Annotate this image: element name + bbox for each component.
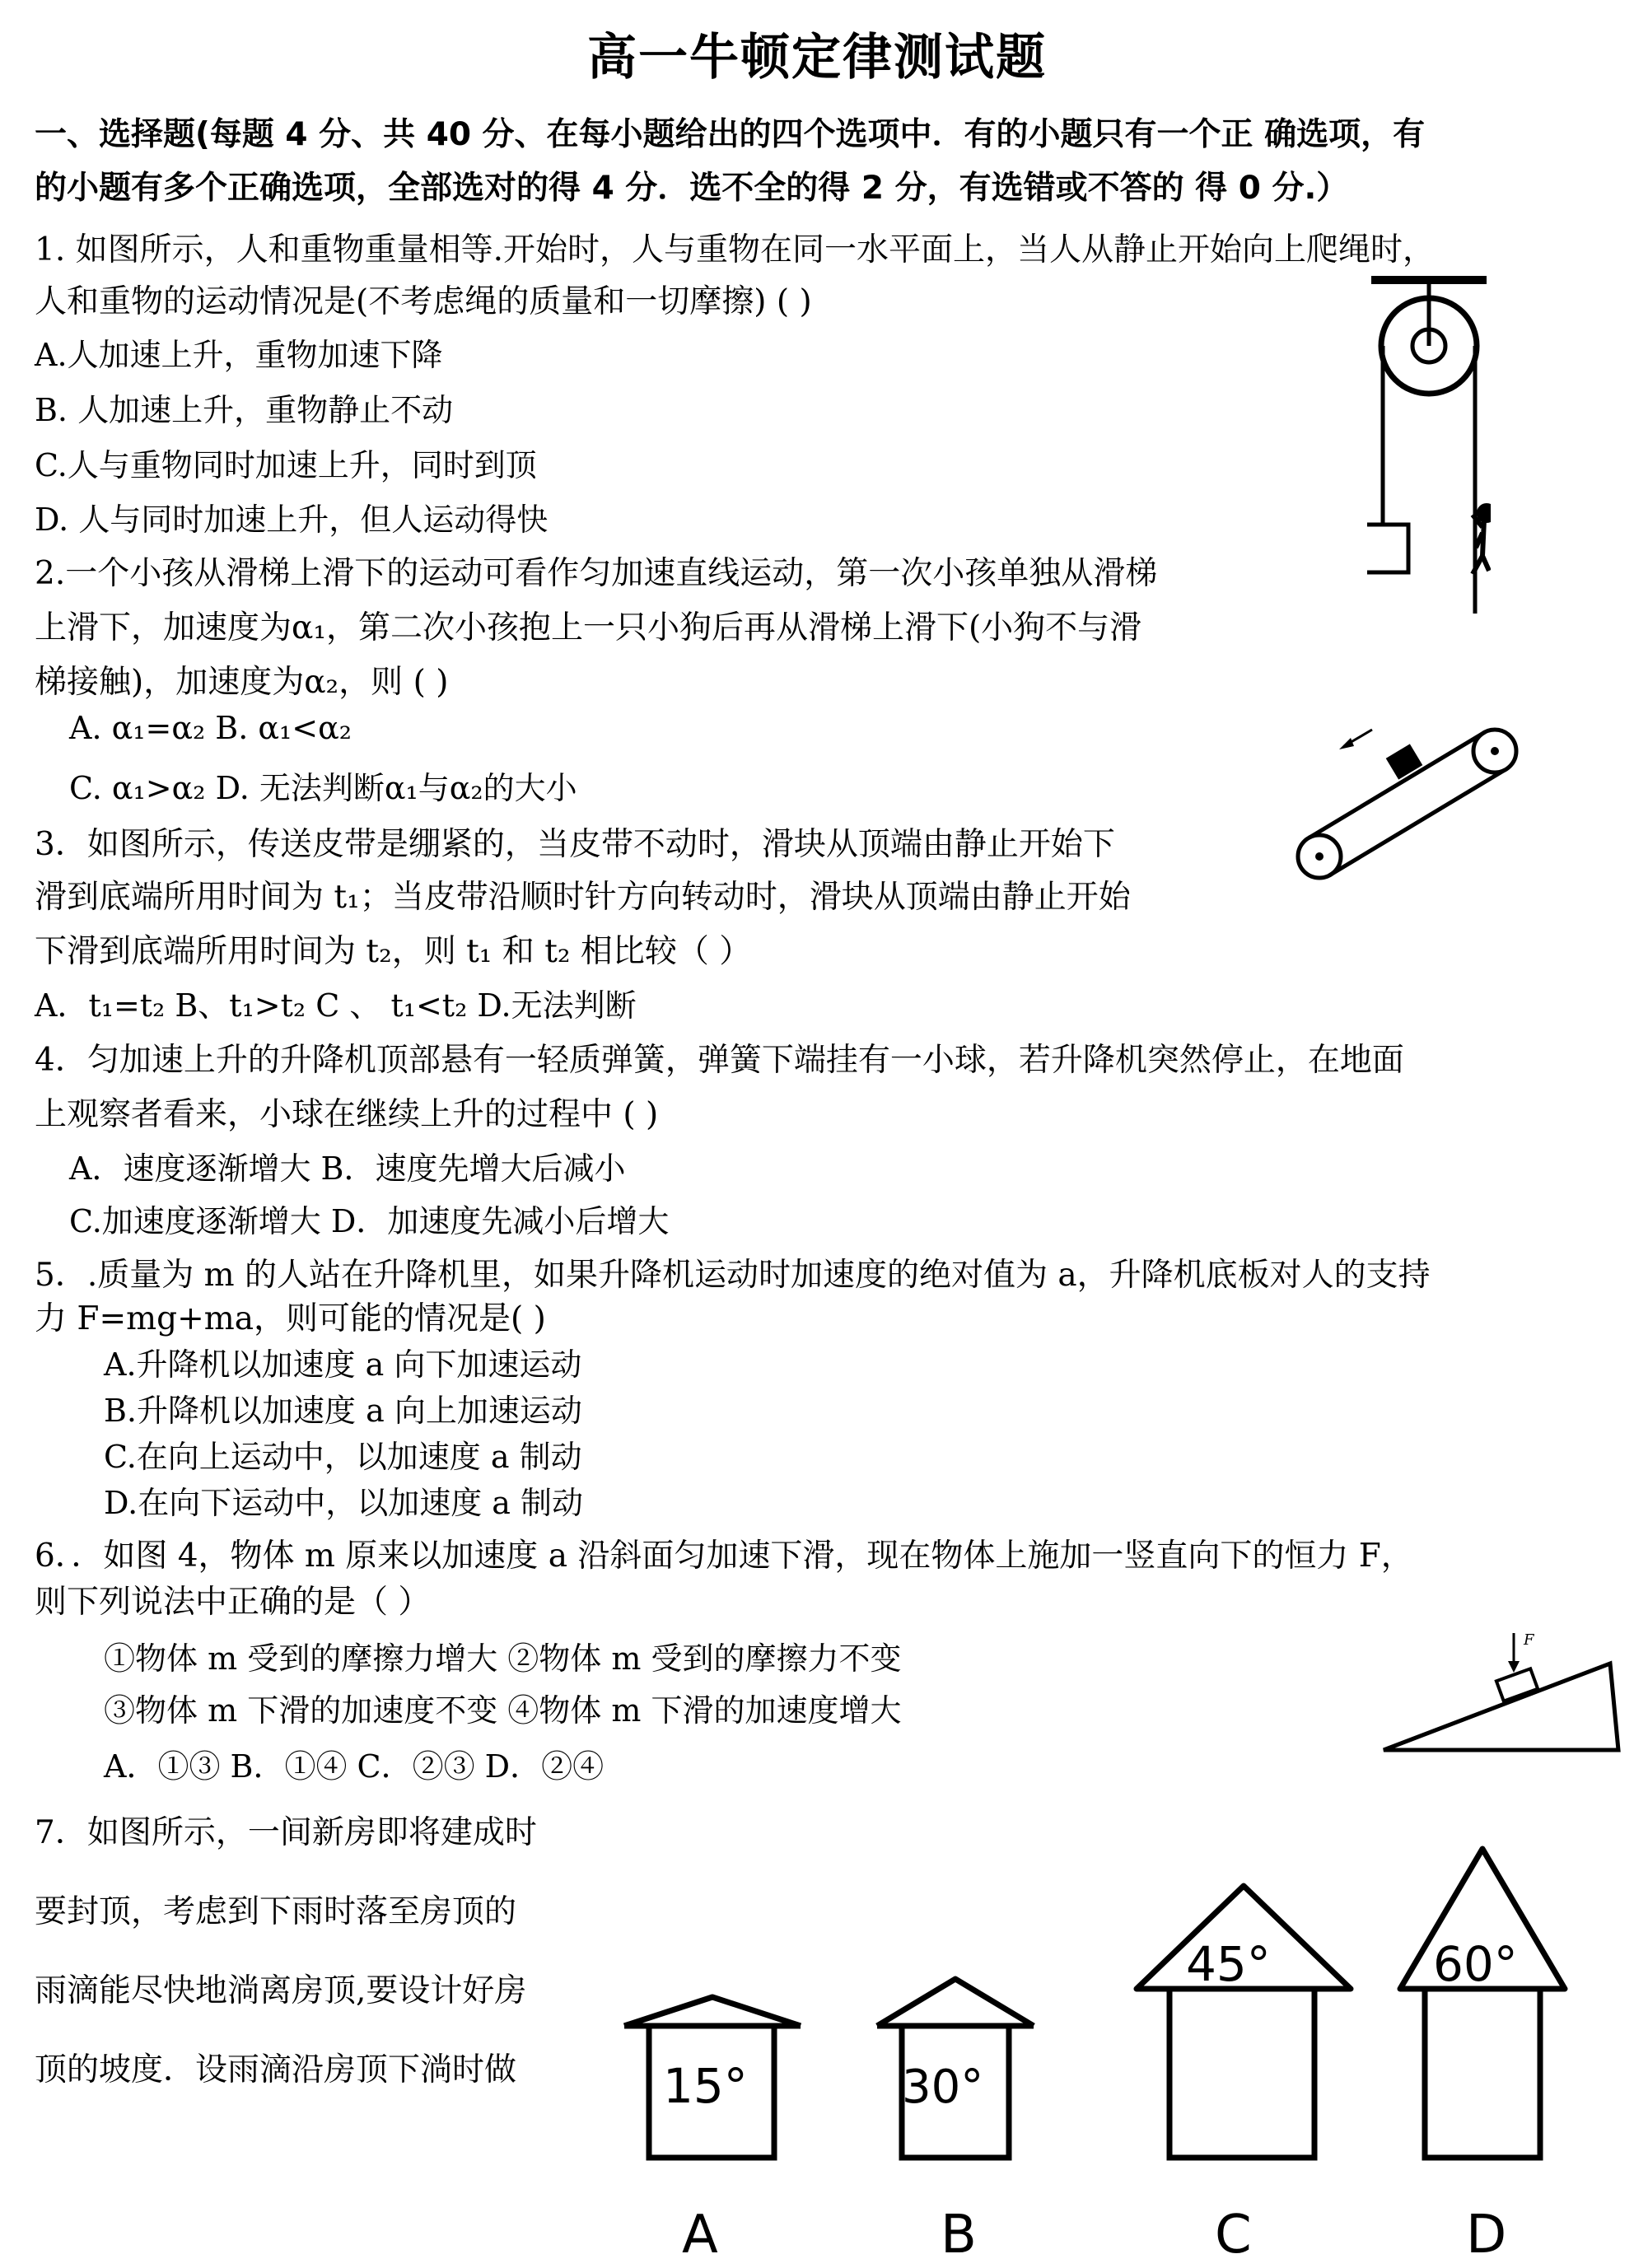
house-c — [1137, 1886, 1351, 2158]
q6-options: A．①③ B．①④ C．②③ D．②④ — [104, 1748, 605, 1785]
houses-figure — [609, 1841, 1631, 2265]
q4-text-line-1: 4．匀加速上升的升降机顶部悬有一轻质弹簧，弹簧下端挂有一小球，若升降机突然停止，在地面 — [35, 1042, 1404, 1079]
house-d-angle: 60° — [1433, 1936, 1518, 1992]
q6-text-line-1: 6．．如图 4，物体 m 原来以加速度 a 沿斜面匀加速下滑，现在物体上施加一竖直向下的恒力 F， — [35, 1538, 1413, 1575]
house-b-angle: 30° — [902, 2060, 984, 2114]
q1-option-b: B. 人加速上升，重物静止不动 — [35, 392, 454, 428]
incline-plane — [1384, 1664, 1618, 1750]
force-label: F — [1524, 1631, 1534, 1649]
q1-option-a: A.人加速上升，重物加速下降 — [35, 337, 443, 373]
q5-option-c: C.在向上运动中，以加速度 a 制动 — [104, 1439, 582, 1475]
q3-text-line-1: 3．如图所示，传送皮带是绷紧的，当皮带不动时，滑块从顶端由静止开始下 — [35, 826, 1115, 863]
section-header-line-1: 一、选择题(每题 4 分、共 40 分、在每小题给出的四个选项中．有的小题只有一个正 确选项，有 — [35, 116, 1426, 153]
belt-lower-run — [1329, 770, 1505, 875]
q6-statements-row-1: ①物体 m 受到的摩擦力增大 ②物体 m 受到的摩擦力不变 — [104, 1640, 902, 1677]
q3-text-line-2: 滑到底端所用时间为 t₁；当皮带沿顺时针方向转动时，滑块从顶端由静止开始 — [35, 879, 1131, 916]
block-on-incline — [1496, 1668, 1538, 1701]
q3-options: A．t₁=t₂ B、t₁>t₂ C 、 t₁<t₂ D.无法判断 — [35, 987, 637, 1024]
q1-option-d: D. 人与同时加速上升，但人运动得快 — [35, 502, 549, 538]
house-d-caption: D — [1466, 2205, 1507, 2265]
q4-options-row-2: C.加速度逐渐增大 D．加速度先减小后增大 — [69, 1203, 670, 1239]
belt-upper-run — [1310, 732, 1485, 838]
q5-text-line-2: 力 F=mg+ma，则可能的情况是( ) — [35, 1300, 546, 1337]
incline-figure — [1375, 1626, 1631, 1758]
q7-text-line-1: 7．如图所示，一间新房即将建成时 — [35, 1814, 537, 1851]
q2-text-line-3: 梯接触)，加速度为α₂，则 ( ) — [35, 664, 449, 701]
q6-statements-row-2: ③物体 m 下滑的加速度不变 ④物体 m 下滑的加速度增大 — [104, 1692, 902, 1729]
q7-text-line-2: 要封顶，考虑到下雨时落至房顶的 — [35, 1893, 517, 1930]
q7-text-line-3: 雨滴能尽快地淌离房顶,要设计好房 — [35, 1972, 527, 2009]
pulley-figure — [1367, 268, 1491, 630]
q6-text-line-2: 则下列说法中正确的是（ ） — [35, 1584, 431, 1621]
q2-text-line-2: 上滑下，加速度为α₁，第二次小孩抱上一只小狗后再从滑梯上滑下(小狗不与滑 — [35, 609, 1142, 646]
q5-text-line-1: 5．.质量为 m 的人站在升降机里，如果升降机运动时加速度的绝对值为 a，升降机底板对人的支持 — [35, 1257, 1431, 1294]
ceiling-bar — [1371, 276, 1487, 284]
q5-option-b: B.升降机以加速度 a 向上加速运动 — [104, 1393, 582, 1429]
house-c-angle: 45° — [1186, 1936, 1271, 1992]
q2-options-row-2: C. α₁>α₂ D. 无法判断α₁与α₂的大小 — [69, 770, 577, 806]
page-title: 高一牛顿定律测试题 — [587, 29, 1047, 86]
q1-text-line-2: 人和重物的运动情况是(不考虑绳的质量和一切摩擦) ( ) — [35, 283, 812, 320]
q4-options-row-1: A．速度逐渐增大 B．速度先增大后减小 — [69, 1150, 626, 1187]
house-c-caption: C — [1215, 2205, 1252, 2265]
q3-text-line-3: 下滑到底端所用时间为 t₂，则 t₁ 和 t₂ 相比较（ ） — [35, 933, 752, 970]
q5-option-a: A.升降机以加速度 a 向下加速运动 — [104, 1346, 582, 1383]
q4-text-line-2: 上观察者看来，小球在继续上升的过程中 ( ) — [35, 1096, 659, 1133]
section-header-line-2: 的小题有多个正确选项，全部选对的得 4 分．选不全的得 2 分，有选错或不答的 得 0 分.） — [35, 170, 1349, 207]
q5-option-d: D.在向下运动中，以加速度 a 制动 — [104, 1485, 584, 1521]
q2-options-row-1: A. α₁=α₂ B. α₁<α₂ — [69, 710, 352, 746]
conveyor-belt-figure — [1285, 716, 1532, 889]
weight-block — [1367, 525, 1408, 572]
q2-text-line-1: 2.一个小孩从滑梯上滑下的运动可看作匀加速直线运动，第一次小孩单独从滑梯 — [35, 555, 1158, 592]
house-b-caption: B — [941, 2205, 977, 2265]
q1-text-line-1: 1. 如图所示，人和重物重量相等.开始时，人与重物在同一水平面上，当人从静止开始向上爬绳时， — [35, 231, 1436, 268]
q1-option-c: C.人与重物同时加速上升，同时到顶 — [35, 447, 537, 483]
q7-text-line-4: 顶的坡度．设雨滴沿房顶下淌时做 — [35, 2051, 517, 2088]
house-a-caption: A — [682, 2205, 718, 2265]
house-a-angle: 15° — [663, 2058, 748, 2114]
house-d — [1400, 1849, 1565, 2158]
